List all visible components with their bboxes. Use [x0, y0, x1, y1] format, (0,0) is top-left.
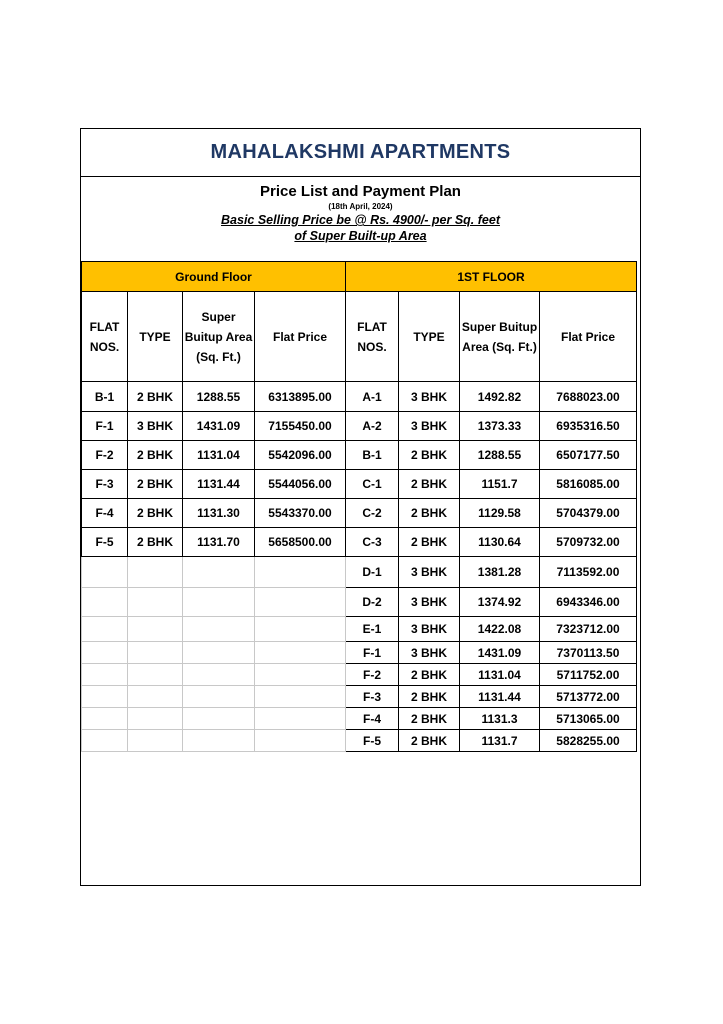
gf-cell-flat: F-3: [82, 470, 128, 499]
ff-cell-type: 2 BHK: [399, 528, 460, 557]
gf-cell-type: 2 BHK: [128, 382, 183, 412]
table-row: [82, 382, 637, 412]
ff-col-area: Super Buitup Area (Sq. Ft.): [460, 292, 540, 382]
ff-cell-price: 7370113.50: [540, 642, 637, 664]
table-row: [82, 686, 637, 708]
empty-cell: [255, 686, 346, 708]
ff-cell-flat: F-4: [346, 708, 399, 730]
price-list-sheet: [80, 128, 641, 886]
ff-cell-type: 2 BHK: [399, 664, 460, 686]
table-row: [82, 412, 637, 441]
ff-cell-price: 5828255.00: [540, 730, 637, 752]
ff-cell-price: 7688023.00: [540, 382, 637, 412]
empty-cell: [255, 730, 346, 752]
page-title: MAHALAKSHMI APARTMENTS: [210, 141, 511, 163]
gf-cell-area: 1131.04: [183, 441, 255, 470]
empty-cell: [128, 557, 183, 588]
empty-cell: [255, 708, 346, 730]
empty-cell: [82, 642, 128, 664]
ff-cell-area: 1288.55: [460, 441, 540, 470]
ff-col-flat: FLAT NOS.: [346, 292, 399, 382]
gf-cell-flat: F-1: [82, 412, 128, 441]
ff-cell-price: 6935316.50: [540, 412, 637, 441]
gf-cell-area: 1131.70: [183, 528, 255, 557]
ff-cell-type: 2 BHK: [399, 686, 460, 708]
table-row: [82, 528, 637, 557]
ff-cell-type: 2 BHK: [399, 499, 460, 528]
ff-cell-type: 2 BHK: [399, 708, 460, 730]
gf-cell-area: 1288.55: [183, 382, 255, 412]
empty-cell: [128, 730, 183, 752]
empty-cell: [82, 588, 128, 617]
ff-cell-area: 1374.92: [460, 588, 540, 617]
gf-col-type: TYPE: [128, 292, 183, 382]
ff-cell-area: 1373.33: [460, 412, 540, 441]
ff-cell-price: 5709732.00: [540, 528, 637, 557]
table-row: [82, 708, 637, 730]
ff-cell-flat: E-1: [346, 617, 399, 642]
ff-cell-flat: B-1: [346, 441, 399, 470]
empty-cell: [82, 617, 128, 642]
empty-cell: [82, 664, 128, 686]
empty-cell: [82, 686, 128, 708]
gf-col-flat: FLAT NOS.: [82, 292, 128, 382]
gf-cell-type: 2 BHK: [128, 499, 183, 528]
gf-cell-area: 1131.30: [183, 499, 255, 528]
empty-cell: [255, 617, 346, 642]
empty-cell: [183, 664, 255, 686]
ff-cell-area: 1129.58: [460, 499, 540, 528]
empty-cell: [255, 664, 346, 686]
gf-cell-type: 3 BHK: [128, 412, 183, 441]
empty-cell: [183, 686, 255, 708]
ff-cell-type: 3 BHK: [399, 642, 460, 664]
gf-col-price: Flat Price: [255, 292, 346, 382]
gf-cell-price: 5542096.00: [255, 441, 346, 470]
ff-cell-flat: D-2: [346, 588, 399, 617]
gf-cell-type: 2 BHK: [128, 441, 183, 470]
empty-cell: [183, 642, 255, 664]
empty-cell: [128, 642, 183, 664]
basic-price-line1: Basic Selling Price be @ Rs. 4900/- per Sq. feet: [221, 213, 500, 227]
ff-cell-area: 1130.64: [460, 528, 540, 557]
ff-cell-flat: A-2: [346, 412, 399, 441]
table-row: [82, 664, 637, 686]
ff-cell-flat: C-1: [346, 470, 399, 499]
gf-cell-flat: F-5: [82, 528, 128, 557]
ff-cell-area: 1151.7: [460, 470, 540, 499]
ff-cell-type: 3 BHK: [399, 617, 460, 642]
empty-cell: [183, 617, 255, 642]
subtitle-block: [81, 177, 640, 261]
gf-cell-area: 1431.09: [183, 412, 255, 441]
ff-cell-price: 5704379.00: [540, 499, 637, 528]
gf-cell-area: 1131.44: [183, 470, 255, 499]
ff-cell-type: 3 BHK: [399, 557, 460, 588]
ff-cell-area: 1131.7: [460, 730, 540, 752]
empty-cell: [183, 557, 255, 588]
ff-col-type: TYPE: [399, 292, 460, 382]
title-box: [81, 129, 640, 177]
ff-cell-type: 2 BHK: [399, 470, 460, 499]
price-table: [81, 261, 637, 752]
gf-cell-flat: B-1: [82, 382, 128, 412]
empty-cell: [82, 557, 128, 588]
empty-cell: [128, 664, 183, 686]
ff-cell-type: 2 BHK: [399, 441, 460, 470]
gf-cell-type: 2 BHK: [128, 528, 183, 557]
gf-col-area: Super Buitup Area (Sq. Ft.): [183, 292, 255, 382]
table-row: [82, 441, 637, 470]
empty-cell: [183, 708, 255, 730]
gf-cell-flat: F-4: [82, 499, 128, 528]
gf-cell-flat: F-2: [82, 441, 128, 470]
ground-floor-header: Ground Floor: [82, 262, 346, 292]
table-row: [82, 730, 637, 752]
table-row: [82, 470, 637, 499]
ff-cell-price: 5816085.00: [540, 470, 637, 499]
gf-cell-price: 7155450.00: [255, 412, 346, 441]
table-row: [82, 617, 637, 642]
empty-cell: [255, 557, 346, 588]
table-row: [82, 642, 637, 664]
empty-cell: [255, 642, 346, 664]
ff-cell-area: 1422.08: [460, 617, 540, 642]
ff-cell-area: 1381.28: [460, 557, 540, 588]
ff-cell-area: 1492.82: [460, 382, 540, 412]
ff-cell-flat: F-3: [346, 686, 399, 708]
empty-cell: [128, 588, 183, 617]
ff-cell-price: 7113592.00: [540, 557, 637, 588]
ff-col-price: Flat Price: [540, 292, 637, 382]
empty-cell: [128, 708, 183, 730]
ff-cell-type: 3 BHK: [399, 588, 460, 617]
gf-cell-price: 5544056.00: [255, 470, 346, 499]
gf-cell-price: 5543370.00: [255, 499, 346, 528]
ff-cell-price: 5713065.00: [540, 708, 637, 730]
empty-cell: [82, 708, 128, 730]
ff-cell-price: 5711752.00: [540, 664, 637, 686]
ff-cell-price: 6943346.00: [540, 588, 637, 617]
ff-cell-type: 3 BHK: [399, 382, 460, 412]
empty-cell: [255, 588, 346, 617]
ff-cell-type: 2 BHK: [399, 730, 460, 752]
ff-cell-area: 1431.09: [460, 642, 540, 664]
ff-cell-flat: F-5: [346, 730, 399, 752]
ff-cell-type: 3 BHK: [399, 412, 460, 441]
ff-cell-price: 5713772.00: [540, 686, 637, 708]
gf-cell-price: 6313895.00: [255, 382, 346, 412]
table-row: [82, 557, 637, 588]
gf-cell-type: 2 BHK: [128, 470, 183, 499]
empty-cell: [128, 686, 183, 708]
date-label: (18th April, 2024): [328, 202, 393, 211]
empty-cell: [183, 588, 255, 617]
subtitle: Price List and Payment Plan: [260, 183, 461, 200]
empty-cell: [128, 617, 183, 642]
ff-cell-price: 6507177.50: [540, 441, 637, 470]
ff-cell-price: 7323712.00: [540, 617, 637, 642]
first-floor-header: 1ST FLOOR: [346, 262, 637, 292]
ff-cell-flat: C-3: [346, 528, 399, 557]
ff-cell-flat: F-1: [346, 642, 399, 664]
basic-price-line2: of Super Built-up Area: [294, 229, 427, 243]
empty-cell: [82, 730, 128, 752]
gf-cell-price: 5658500.00: [255, 528, 346, 557]
ff-cell-area: 1131.3: [460, 708, 540, 730]
table-row: [82, 588, 637, 617]
ff-cell-flat: D-1: [346, 557, 399, 588]
ff-cell-area: 1131.44: [460, 686, 540, 708]
ff-cell-flat: C-2: [346, 499, 399, 528]
table-row: [82, 499, 637, 528]
empty-cell: [183, 730, 255, 752]
ff-cell-flat: A-1: [346, 382, 399, 412]
ff-cell-flat: F-2: [346, 664, 399, 686]
ff-cell-area: 1131.04: [460, 664, 540, 686]
